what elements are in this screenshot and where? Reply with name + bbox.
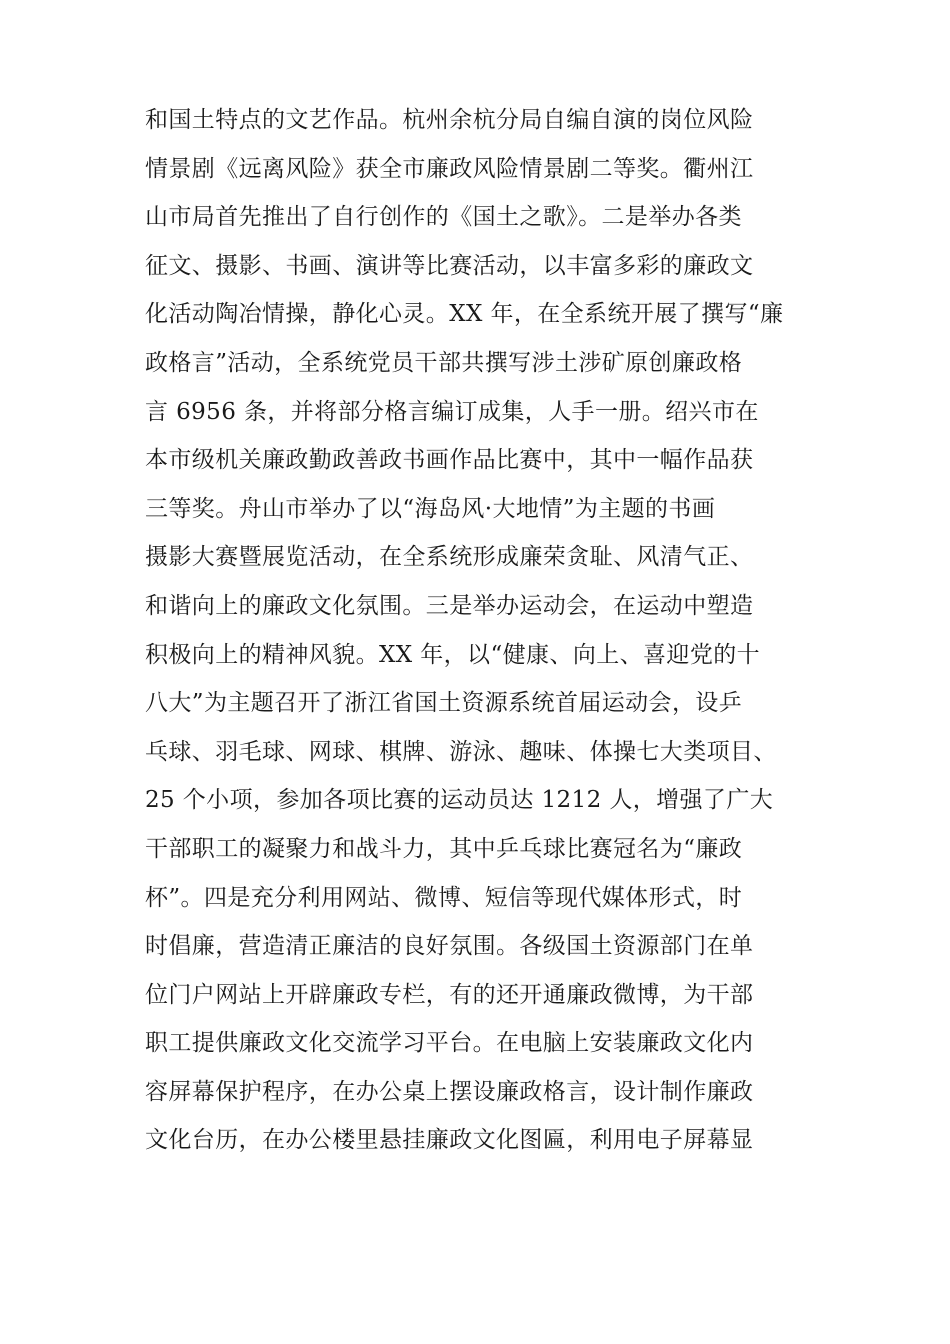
text-line: 时倡廉，营造清正廉洁的良好氛围。各级国土资源部门在单	[145, 933, 754, 960]
text-line: 和谐向上的廉政文化氛围。三是举办运动会，在运动中塑造	[145, 592, 754, 619]
text-line: 三等奖。舟山市举办了以“海岛风·大地情”为主题的书画	[145, 495, 716, 522]
text-line: 政格言”活动，全系统党员干部共撰写涉土涉矿原创廉政格	[145, 349, 743, 376]
body-paragraph	[145, 96, 825, 1165]
text-line: 征文、摄影、书画、演讲等比赛活动，以丰富多彩的廉政文	[145, 252, 754, 279]
text-line: 本市级机关廉政勤政善政书画作品比赛中，其中一幅作品获	[145, 447, 754, 474]
text-line: 积极向上的精神风貌。XX 年，以“健康、向上、喜迎党的十	[145, 641, 761, 668]
text-line: 言 6956 条，并将部分格言编订成集，人手一册。绍兴市在	[145, 398, 759, 425]
text-line: 山市局首先推出了自行创作的《国土之歌》。二是举办各类	[145, 204, 742, 231]
text-line: 乓球、羽毛球、网球、棋牌、游泳、趣味、体操七大类项目、	[145, 738, 777, 765]
text-line: 八大”为主题召开了浙江省国土资源系统首届运动会，设乒	[145, 690, 743, 717]
text-line: 文化台历，在办公楼里悬挂廉政文化图匾，利用电子屏幕显	[145, 1127, 754, 1154]
text-line: 杯”。四是充分利用网站、微博、短信等现代媒体形式，时	[145, 884, 743, 911]
text-line: 位门户网站上开辟廉政专栏，有的还开通廉政微博，为干部	[145, 981, 754, 1008]
text-line: 干部职工的凝聚力和战斗力，其中乒乓球比赛冠名为“廉政	[145, 835, 743, 862]
text-line: 化活动陶冶情操，静化心灵。XX 年，在全系统开展了撰写“廉	[145, 301, 784, 328]
text-line: 容屏幕保护程序，在办公桌上摆设廉政格言，设计制作廉政	[145, 1078, 754, 1105]
text-line: 情景剧《远离风险》获全市廉政风险情景剧二等奖。衢州江	[145, 155, 754, 182]
text-line: 职工提供廉政文化交流学习平台。在电脑上安装廉政文化内	[145, 1030, 754, 1057]
text-line: 25 个小项，参加各项比赛的运动员达 1212 人，增强了广大	[145, 787, 774, 814]
text-line: 和国土特点的文艺作品。杭州余杭分局自编自演的岗位风险	[145, 107, 754, 133]
text-line: 摄影大赛暨展览活动，在全系统形成廉荣贪耻、风清气正、	[145, 544, 754, 571]
